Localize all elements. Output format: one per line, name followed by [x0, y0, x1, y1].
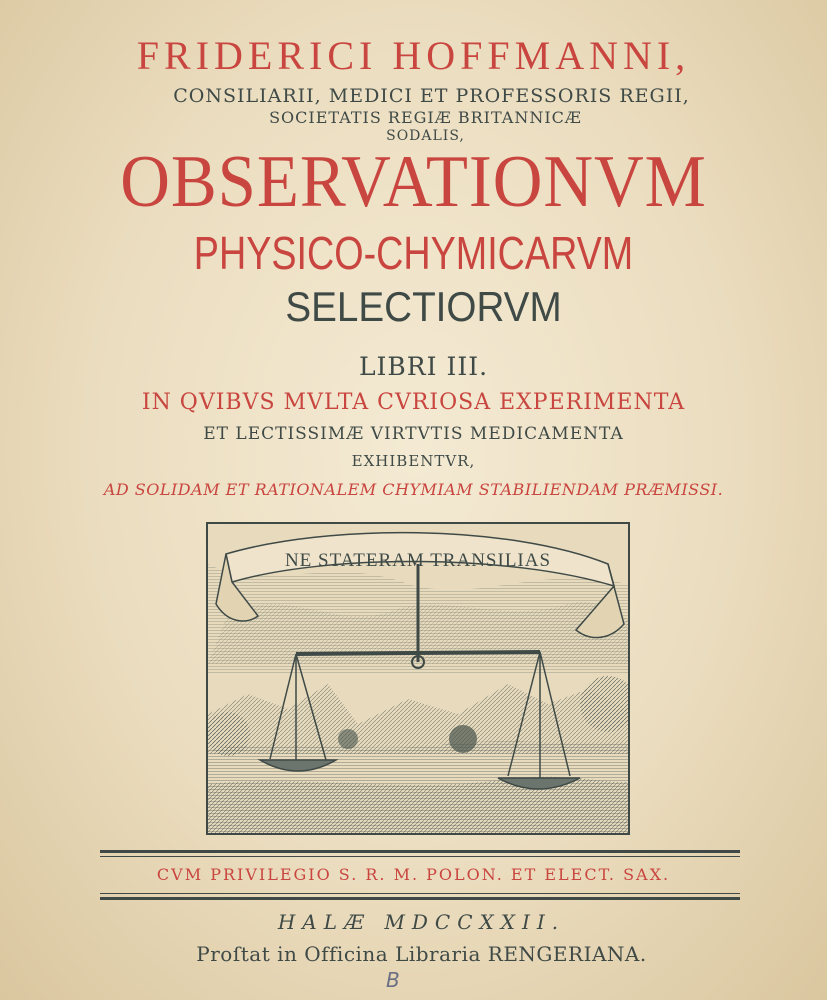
main-title-line2: PHYSICO-CHYMICARVM	[193, 227, 634, 279]
main-title-line3: SELECTIORVM	[285, 283, 562, 330]
privilege-line: CVM PRIVILEGIO S. R. M. POLON. ET ELECT. SAX.	[156, 865, 671, 884]
imprint-place-date: HALÆ MDCCXXII.	[277, 910, 566, 934]
engraving-motto: NE STATERAM TRANSILIAS	[284, 550, 552, 571]
rule-top-thin	[100, 856, 740, 857]
shelf-mark: B	[386, 968, 400, 992]
books-count: LIBRI III.	[358, 352, 489, 381]
imprint-printer: Proſtat in Officina Libraria RENGERIANA.	[196, 942, 647, 966]
rule-top	[100, 850, 740, 853]
author-role-line1: CONSILIARII, MEDICI ET PROFESSORIS REGII,	[173, 85, 690, 107]
engraving-illustration	[208, 524, 628, 833]
author-role-line3: SODALIS,	[386, 128, 465, 144]
rule-bottom	[100, 897, 740, 900]
subtitle-line3: EXHIBENTVR,	[351, 452, 476, 470]
subtitle-line4: AD SOLIDAM ET RATIONALEM CHYMIAM STABILIENDAM PRÆMISSI.	[103, 480, 724, 499]
author-role-line2: SOCIETATIS REGIÆ BRITANNICÆ	[269, 108, 582, 127]
author-name: FRIDERICI HOFFMANNI,	[136, 33, 691, 78]
engraving-scales-vignette	[206, 522, 630, 835]
main-title-line1: OBSERVATIONVM	[120, 141, 707, 223]
subtitle-line1: IN QVIBVS MVLTA CVRIOSA EXPERIMENTA	[141, 390, 686, 415]
subtitle-line2: ET LECTISSIMÆ VIRTVTIS MEDICAMENTA	[203, 424, 624, 444]
rule-bottom-thin	[100, 893, 740, 894]
